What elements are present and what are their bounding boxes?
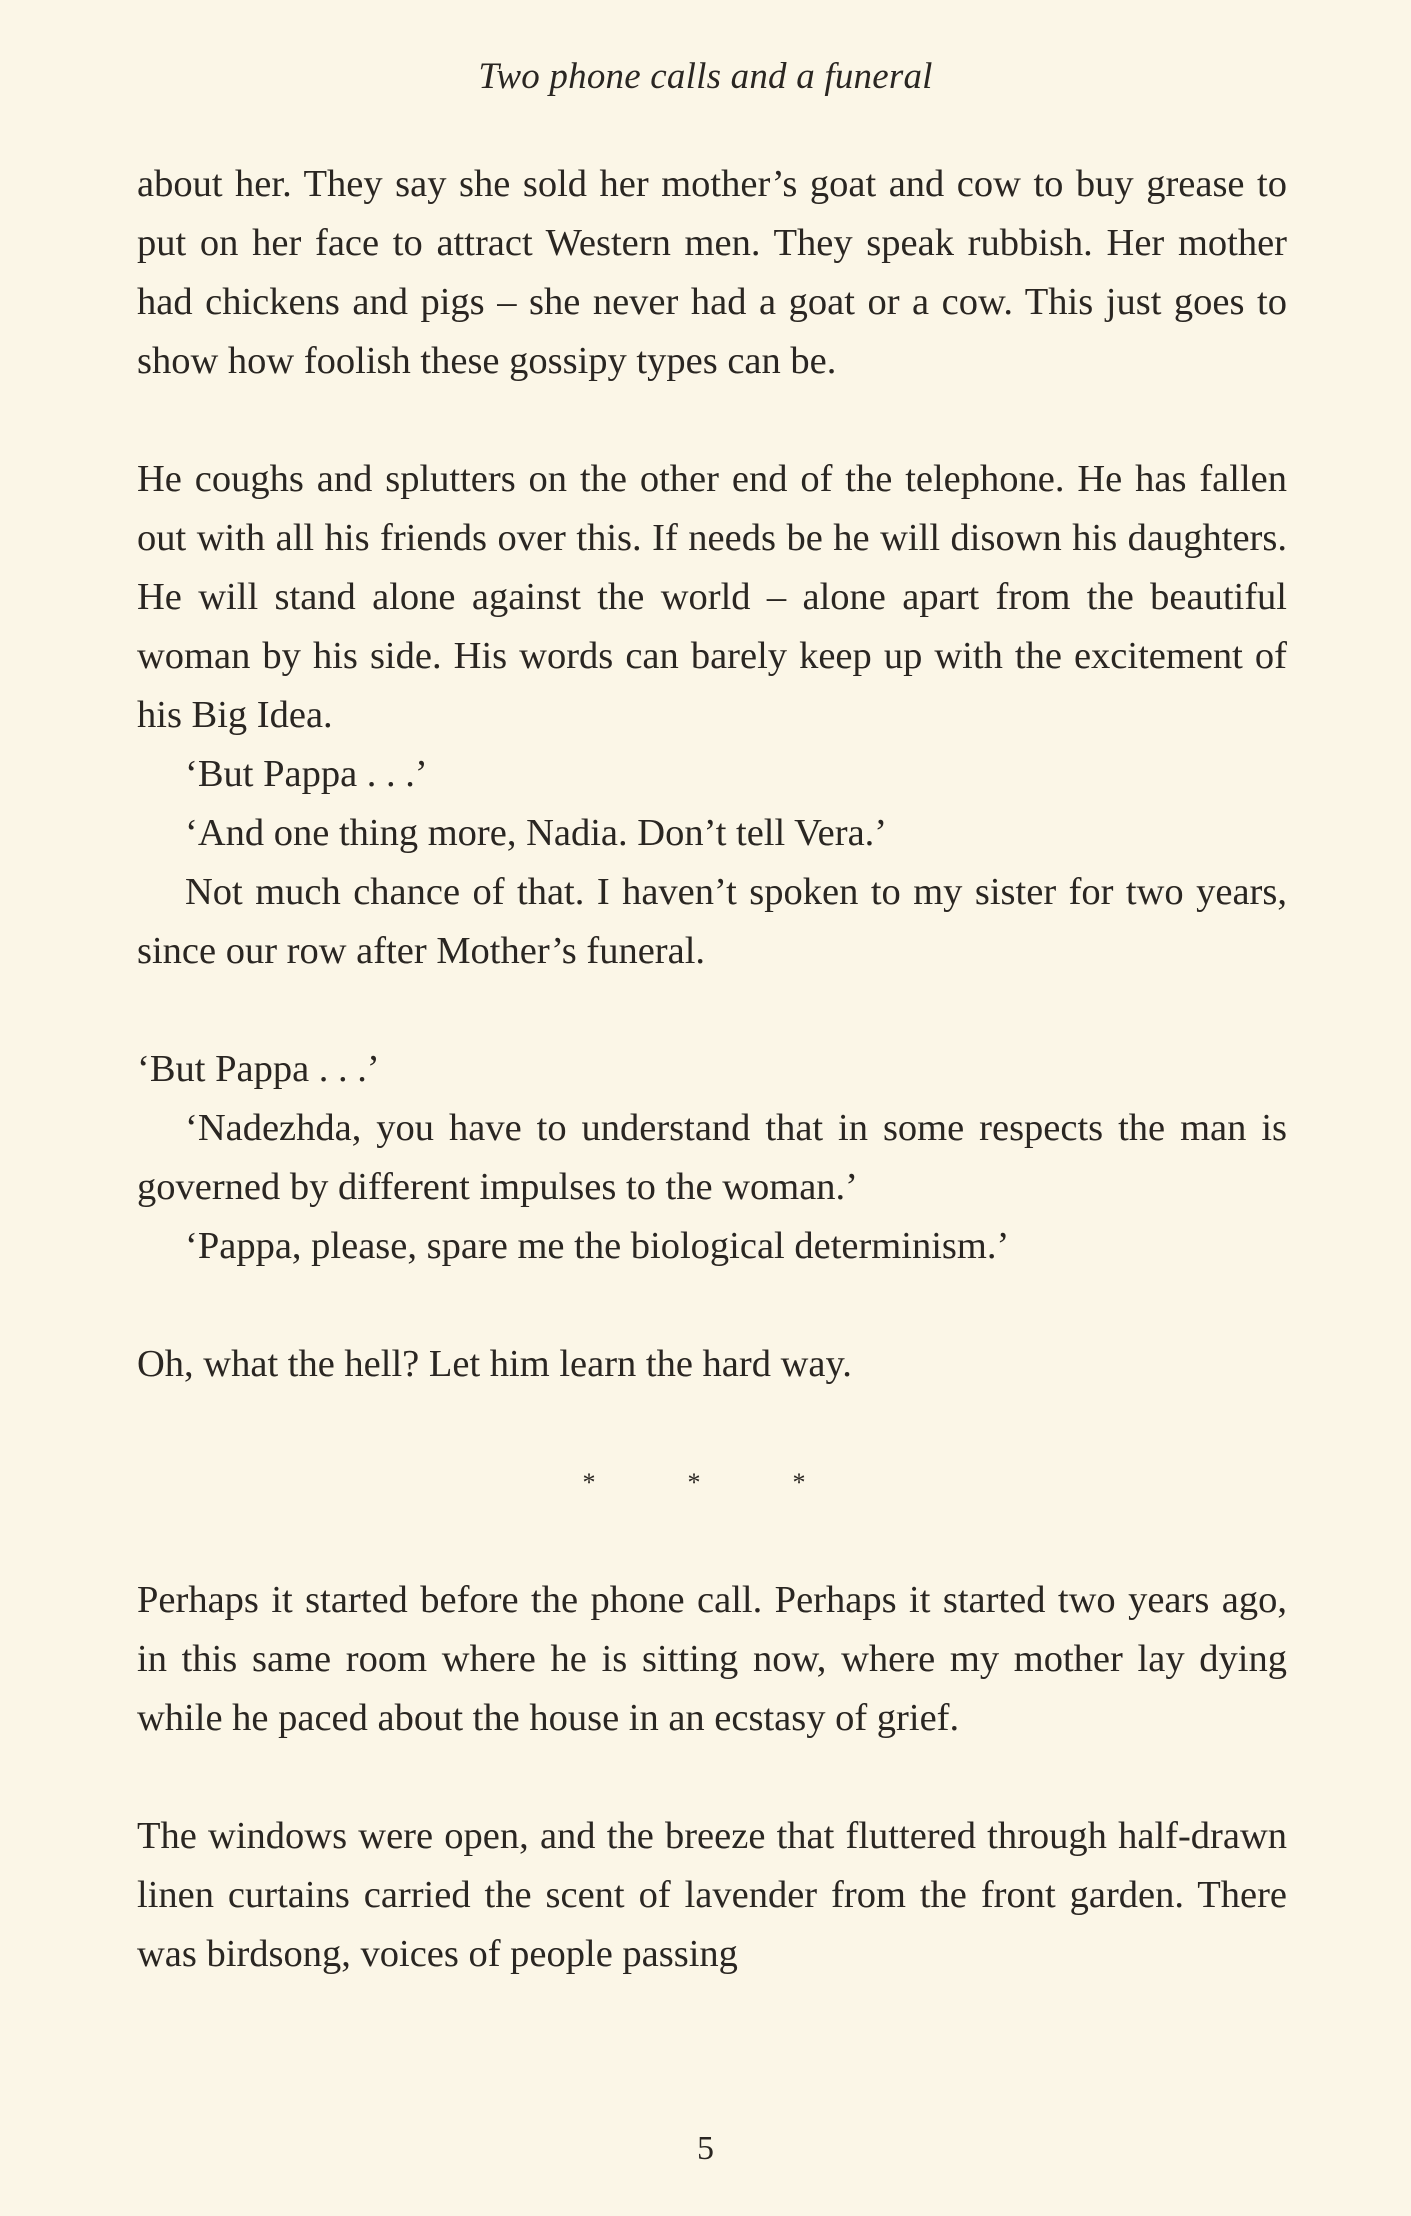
dialogue-line: ‘Nadezhda, you have to understand that in some respects the man is governed by different impulses to the woman.’ (137, 1107, 1287, 1208)
body-text (137, 155, 1287, 1984)
dialogue-line: ‘And one thing more, Nadia. Don’t tell Vera.’ (185, 812, 888, 854)
paragraph-hard-way: Oh, what the hell? Let him learn the hard way. (137, 1343, 852, 1385)
paragraph-gap (137, 981, 1287, 1040)
dialogue-line: ‘Pappa, please, spare me the biological determinism.’ (185, 1225, 1010, 1267)
page-number: 5 (697, 2130, 714, 2167)
paragraph-sister: Not much chance of that. I haven’t spoken to my sister for two years, since our row after Mother’s funeral. (137, 871, 1287, 972)
scene-break-star: * (687, 1468, 701, 1497)
paragraph-windows: The windows were open, and the breeze that fluttered through half-drawn linen curtains carried the scent of lavender from the front garden. There was birdsong, voices of people passing (137, 1815, 1287, 1975)
paragraph-gap (137, 1276, 1287, 1335)
paragraph-gap (137, 1512, 1287, 1571)
paragraph-continuation: about her. They say she sold her mother’s goat and cow to buy grease to put on her face to attract Western men. They speak rubbish. Her mother had chickens and pigs – she never had a goat or a cow. This just goes to show how foolish these gossipy types can be. (137, 163, 1287, 382)
dialogue-line: ‘But Pappa . . .’ (137, 1048, 380, 1090)
paragraph-started: Perhaps it started before the phone call. Perhaps it started two years ago, in this same room where he is sitting now, where my mother lay dying while he paced about the house in an ecstasy of grief. (137, 1579, 1287, 1739)
paragraph-gap (137, 391, 1287, 450)
running-head: Two phone calls and a funeral (478, 56, 933, 97)
paragraph-gap (137, 1394, 1287, 1453)
scene-break (101, 1453, 1287, 1512)
paragraph-phone-call: He coughs and splutters on the other end of the telephone. He has fallen out with all his friends over this. If needs be he will disown his daughters. He will stand alone against the world – alone apart from the beautiful woman by his side. His words can barely keep up with the excitement of his Big Idea. (137, 458, 1287, 736)
paragraph-gap (137, 1748, 1287, 1807)
scene-break-star: * (792, 1468, 806, 1497)
scene-break-star: * (582, 1468, 596, 1497)
dialogue-line: ‘But Pappa . . .’ (185, 753, 428, 795)
